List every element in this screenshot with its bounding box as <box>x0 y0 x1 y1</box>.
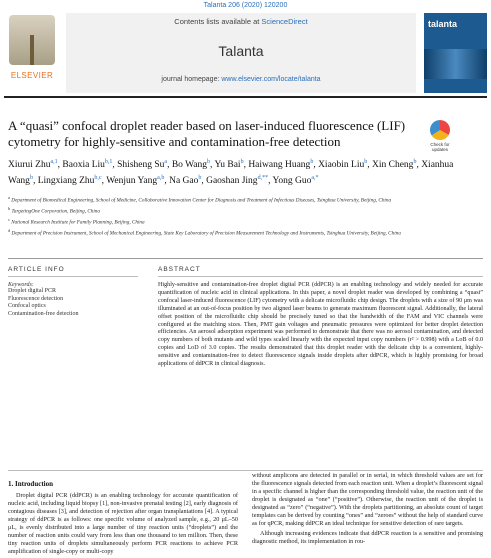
sciencedirect-link[interactable]: ScienceDirect <box>261 17 308 26</box>
affiliation-item <box>8 205 478 216</box>
masthead-divider <box>4 96 487 98</box>
author-name-text: Wenjun Yang <box>106 175 158 186</box>
affiliation-item <box>8 216 478 227</box>
body-paragraph: without amplicons are detected in parallel or in serial, in which threshold values are set for the fluorescence signals detected from each reaction unit. When a droplet’s fluorescent signal in a specific channel is higher than the corresponding threshold value, the reaction unit of the droplet is designated as “one” (“positive”). Otherwise, the reaction unit of the droplet is designated as “zero” (“negative”). With the droplets partitioning, an absolute count of target templates can be derived by counting “ones” and “zeroes” without the help of standard curve as for qPCR, making ddPCR an ideal technique for sensitive detection of rare targets. <box>252 472 483 527</box>
keywords-label: Keywords: <box>8 282 34 288</box>
author-list: Xiurui Zhu$^{a,1}$, Baoxia Liu$^{b,1}$, Shisheng Su$^a$, Bo Wang$^b$, Yu Bai$^b$, Haiwang Huang$^b$, Xiaobin Liu$^b$, Xin Cheng$^b$, Xianhua Wang$^b$, Lingxiang Zhu$^{b,c}$, Wenjun Yang$^{a,b}$, Na Gao$^b$, Gaoshan Jing$^{d,**}$, Yong Guo$^{a,*}$ <box>8 159 454 186</box>
body-paragraph: Although increasing evidences indicate that ddPCR reaction is a sensitive and promising diagnostic method, its implementation in rou- <box>252 530 483 545</box>
author-name-text: Xianhua Wang <box>8 160 454 186</box>
affiliation-marker: a <box>8 195 10 200</box>
affiliation-list <box>8 194 478 238</box>
author-affiliation-marker[interactable]: b,1 <box>104 159 113 165</box>
body-left-column <box>8 480 238 558</box>
author-name-text: Xiurui Zhu <box>8 160 51 171</box>
abstract-heading: ABSTRACT <box>158 266 483 277</box>
homepage-prefix: journal homepage: <box>161 76 222 83</box>
author-name-text: Haiwang Huang <box>248 160 311 171</box>
author-affiliation-marker[interactable]: b <box>29 174 33 181</box>
homepage-link[interactable]: www.elsevier.com/locate/talanta <box>221 76 321 83</box>
author-affiliation-marker[interactable]: a,* <box>311 174 319 181</box>
affiliation-marker: c <box>8 216 10 222</box>
author-affiliation-marker[interactable]: a <box>164 159 168 165</box>
author-name[interactable] <box>62 160 112 170</box>
author-name[interactable] <box>318 160 367 170</box>
author-name[interactable] <box>214 160 243 170</box>
author-name[interactable] <box>172 160 210 170</box>
introduction-paragraph: Droplet digital PCR (ddPCR) is an enabling technology for accurate quantification of nucleic acid, including liquid biopsy [1], non-invasive prenatal testing [2], early diagnosis of contagious diseases [3], and detection of rejection after organ transplantations [4]. A typical strategy of ddPCR is as follows: one specific volume of analyzed sample, e.g., 20 μL–50 μL, is evenly distributed into a large number of tiny reaction units (“droplets”) and the number of reaction units could vary from less than one thousand to ten million. Then, these tiny reaction units of droplets simultaneously perform PCR reactions to achieve PCR amplification of single-copy or multi-copy <box>8 492 238 555</box>
author-affiliation-marker[interactable]: b <box>310 159 314 165</box>
author-affiliation-marker[interactable]: a,1 <box>50 159 58 165</box>
author-affiliation-marker[interactable]: b <box>364 159 368 165</box>
author-name[interactable] <box>169 176 201 186</box>
header-divider <box>8 258 483 259</box>
body-right-column <box>252 472 483 548</box>
keyword: Fluorescence detection <box>8 295 64 302</box>
author-affiliation-marker[interactable]: b <box>207 159 211 165</box>
introduction-heading: 1. Introduction <box>8 480 53 488</box>
crossmark-icon <box>430 120 450 140</box>
affiliation-item <box>8 194 478 205</box>
crossmark-badge[interactable] <box>428 120 452 156</box>
homepage-line <box>66 76 416 83</box>
affiliation-text: National Research Institute for Family Planning, Beijing, China <box>9 219 145 226</box>
affiliation-item <box>8 227 478 238</box>
author-name[interactable] <box>117 160 167 170</box>
affiliation-marker: b <box>8 205 11 211</box>
author-name-text: Na Gao <box>169 175 199 186</box>
cover-title: talanta <box>428 19 458 29</box>
author-name-text: Yu Bai <box>214 160 241 171</box>
elsevier-wordmark: ELSEVIER <box>10 71 54 80</box>
author-affiliation-marker[interactable]: a,b <box>157 174 165 181</box>
author-name-text: Shisheng Su <box>117 160 165 171</box>
author-affiliation-marker[interactable]: b,c <box>94 174 102 181</box>
author-affiliation-marker[interactable]: b <box>413 159 417 165</box>
journal-title: Talanta <box>218 43 264 59</box>
author-name[interactable] <box>106 176 164 186</box>
author-affiliation-marker[interactable]: d,** <box>257 174 269 181</box>
author-name[interactable] <box>248 160 313 170</box>
affiliation-text: Department of Precision Instrument, School of Mechanical Engineering, State Key Laboratory of Precision Measurement Technology and Instruments, Tsinghua University, Beijing, China <box>10 230 401 237</box>
elsevier-logo[interactable] <box>4 13 60 93</box>
author-name[interactable] <box>206 176 268 186</box>
affiliation-text: Department of Biomedical Engineering, School of Medicine, Collaborative Innovation Center for Diagnosis and Treatment of Infectious Diseases, Tsinghua University, Beijing, China <box>9 197 392 204</box>
author-affiliation-marker[interactable]: b <box>198 174 202 181</box>
keyword: Droplet digital PCR <box>8 288 56 294</box>
affiliation-marker: d <box>8 227 11 233</box>
author-name-text: Yong Guo <box>272 175 312 186</box>
author-name-text: Xin Cheng <box>372 160 414 171</box>
author-name-text: Baoxia Liu <box>62 160 105 171</box>
article-title: A “quasi” confocal droplet reader based on laser-induced fluorescence (LIF) cytometry for highly-sensitive and contamination-free detection <box>8 118 406 149</box>
article-info-column <box>8 266 138 318</box>
author-name[interactable] <box>8 160 58 170</box>
affiliation-text: TargetingOne Corporation, Beijing, China <box>10 208 100 215</box>
author-affiliation-marker[interactable]: b <box>240 159 244 165</box>
author-name-text: Gaoshan Jing <box>206 175 258 186</box>
abstract-column <box>158 266 483 369</box>
author-name[interactable] <box>372 160 416 170</box>
journal-reference[interactable]: Talanta 206 (2020) 120200 <box>203 2 288 9</box>
keyword: Contamination-free detection <box>8 310 79 317</box>
author-name-text: Lingxiang Zhu <box>37 175 95 186</box>
contents-prefix: Contents lists available at <box>174 17 262 26</box>
abstract-text: Highly-sensitive and contamination-free droplet digital PCR (ddPCR) is an enabling technology and widely needed for accurate quantification of nucleic acid in clinical applications. In this paper, a novel droplet reader was developed by combining a “quasi” confocal laser-induced fluorescence (LIF) cytometry with a delicate microfluidic chip design. The droplets with a size of 90 μm was illuminated at an out-of-focus position by two aligned laser beams to generate maximum fluorescent signal. Additionally, the lateral offset position of the microfluidic chip should be precisely tuned so that the bandwidth of the FAM and VIC channels were configured at the matching sizes. Then, PMT gain voltages and pneumatic pressures were optimized for better droplet detection efficiencies. An aerosol adsorption experiment was performed to demonstrate that there was no aerosol contamination, and detected copy numbers of both mutants and wild types scaled linearly with the expected input copy numbers (r² > 0.998) with a LoB of 0.0 copies and LoD of 3.0 copies. The results demonstrated that this droplet reader with the delicate chip is a convenient, highly-sensitive and contamination-free to detect fluorescence signals inside droplets after ddPCR, which is highly promising for broad applications of ddPCR in clinical diagnosis. <box>158 282 483 368</box>
keyword-list <box>8 288 138 318</box>
elsevier-tree-icon <box>9 15 55 65</box>
journal-banner <box>66 13 416 93</box>
contents-line <box>66 17 416 26</box>
author-name[interactable] <box>38 176 102 186</box>
author-name[interactable] <box>272 176 318 186</box>
crossmark-line2: updates <box>431 147 448 152</box>
journal-masthead <box>4 13 487 93</box>
journal-cover-thumbnail[interactable] <box>424 13 487 93</box>
crossmark-line1: Check for <box>430 142 450 147</box>
article-info-heading: ARTICLE INFO <box>8 266 138 277</box>
crossmark-label <box>428 142 452 152</box>
author-name-text: Xiaobin Liu <box>318 160 365 171</box>
keyword: Confocal optics <box>8 303 46 310</box>
cover-artwork <box>424 49 487 79</box>
author-name-text: Bo Wang <box>171 160 208 171</box>
body-divider <box>8 470 483 471</box>
